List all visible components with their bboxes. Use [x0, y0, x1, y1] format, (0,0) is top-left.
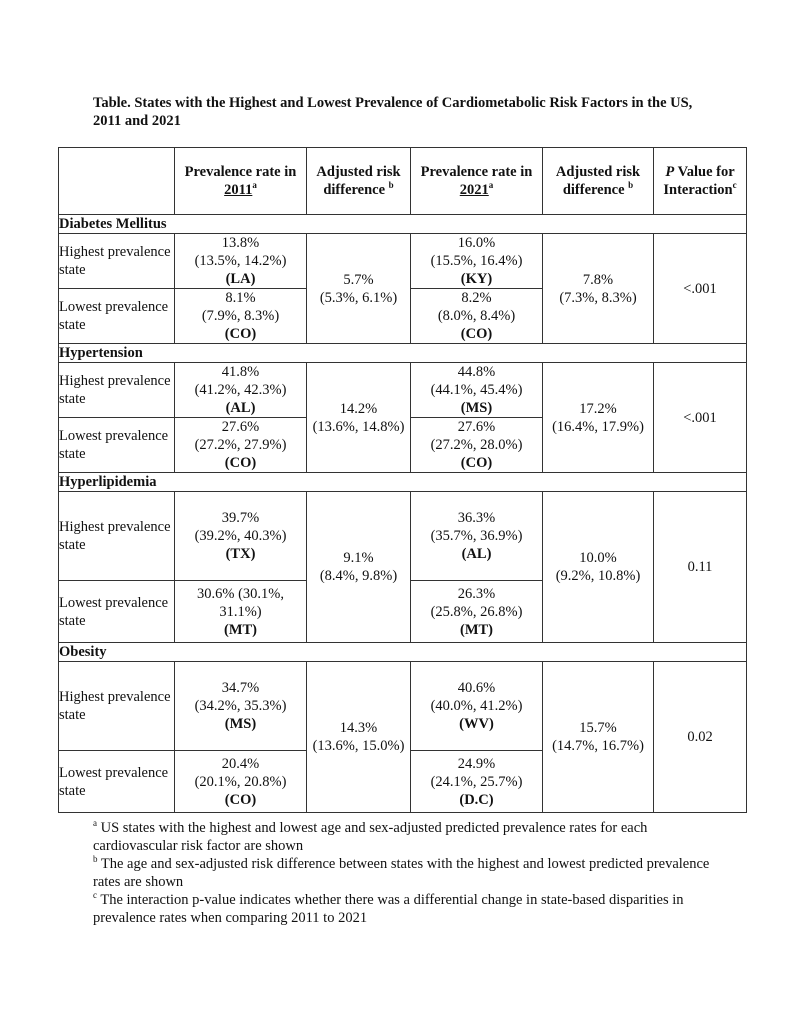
table-row: [59, 492, 747, 581]
cell-low-2011: 8.1% (7.9%, 8.3%) (CO): [175, 289, 307, 344]
footnotes: [93, 819, 723, 927]
cell-p-value: 0.02: [654, 662, 747, 813]
header-risk-diff-2021: Adjusted risk difference $^b$: [543, 148, 654, 215]
cell-diff-2021: 7.8% (7.3%, 8.3%): [543, 234, 654, 344]
section-row: [59, 643, 747, 662]
cell-high-2011: 39.7% (39.2%, 40.3%) (TX): [175, 492, 307, 581]
section-row: [59, 215, 747, 234]
cell-low-2021: 27.6% (27.2%, 28.0%) (CO): [411, 418, 543, 473]
cell-p-value: 0.11: [654, 492, 747, 643]
header-empty: [59, 148, 175, 215]
cell-p-value: <.001: [654, 363, 747, 473]
header-prevalence-2021: Prevalence rate in 2021$^a$: [411, 148, 543, 215]
row-label-highest: Highest prevalence state: [59, 363, 175, 418]
risk-factor-table: [58, 147, 747, 813]
table-row: [59, 662, 747, 751]
cell-low-2021: 8.2% (8.0%, 8.4%) (CO): [411, 289, 543, 344]
header-p-value: P Value for Interaction$^c$: [654, 148, 747, 215]
cell-low-2011: 20.4% (20.1%, 20.8%) (CO): [175, 751, 307, 813]
section-name: Diabetes Mellitus: [59, 215, 747, 234]
table-row: [59, 363, 747, 418]
header-risk-diff-2011: Adjusted risk difference $^b$: [307, 148, 411, 215]
cell-high-2021: 40.6% (40.0%, 41.2%) (WV): [411, 662, 543, 751]
section-name: Obesity: [59, 643, 747, 662]
row-label-highest: Highest prevalence state: [59, 492, 175, 581]
year-2021: 2021: [459, 182, 489, 198]
row-label-highest: Highest prevalence state: [59, 234, 175, 289]
row-label-highest: Highest prevalence state: [59, 662, 175, 751]
cell-diff-2011: 5.7% (5.3%, 6.1%): [307, 234, 411, 344]
table-row: [59, 234, 747, 289]
cell-high-2011: 13.8% (13.5%, 14.2%) (LA): [175, 234, 307, 289]
cell-low-2021: 26.3% (25.8%, 26.8%) (MT): [411, 581, 543, 643]
header-prevalence-2011: Prevalence rate in 2011$^a$: [175, 148, 307, 215]
footnote-c: $^c$ The interaction p-value indicates whether there was a differential change in state-based disparities in prevalence rates when comparing 2011 to 2021: [93, 890, 684, 926]
row-label-lowest: Lowest prevalence state: [59, 418, 175, 473]
cell-diff-2021: 17.2% (16.4%, 17.9%): [543, 363, 654, 473]
table-title: Table. States with the Highest and Lowest Prevalence of Cardiometabolic Risk Factors in the US, 2011 and 2021: [93, 95, 693, 129]
row-label-lowest: Lowest prevalence state: [59, 581, 175, 643]
cell-high-2021: 16.0% (15.5%, 16.4%) (KY): [411, 234, 543, 289]
cell-high-2011: 41.8% (41.2%, 42.3%) (AL): [175, 363, 307, 418]
cell-diff-2021: 15.7% (14.7%, 16.7%): [543, 662, 654, 813]
section-name: Hypertension: [59, 344, 747, 363]
cell-high-2021: 36.3% (35.7%, 36.9%) (AL): [411, 492, 543, 581]
cell-low-2021: 24.9% (24.1%, 25.7%) (D.C): [411, 751, 543, 813]
row-label-lowest: Lowest prevalence state: [59, 289, 175, 344]
row-label-lowest: Lowest prevalence state: [59, 751, 175, 813]
section-name: Hyperlipidemia: [59, 473, 747, 492]
footnote-a: $^a$ US states with the highest and lowest age and sex-adjusted predicted prevalence rates for each cardiovascular risk factor are shown: [93, 818, 648, 854]
cell-diff-2011: 14.2% (13.6%, 14.8%): [307, 363, 411, 473]
cell-diff-2021: 10.0% (9.2%, 10.8%): [543, 492, 654, 643]
cell-diff-2011: 9.1% (8.4%, 9.8%): [307, 492, 411, 643]
cell-low-2011: 30.6% (30.1%, 31.1%) (MT): [175, 581, 307, 643]
footnote-b: $^b$ The age and sex-adjusted risk difference between states with the highest and lowest predicted prevalence rates are shown: [93, 854, 710, 890]
cell-high-2011: 34.7% (34.2%, 35.3%) (MS): [175, 662, 307, 751]
header-row: [59, 148, 747, 215]
year-2011: 2011: [224, 182, 253, 198]
cell-diff-2011: 14.3% (13.6%, 15.0%): [307, 662, 411, 813]
section-row: [59, 473, 747, 492]
section-row: [59, 344, 747, 363]
cell-low-2011: 27.6% (27.2%, 27.9%) (CO): [175, 418, 307, 473]
cell-high-2021: 44.8% (44.1%, 45.4%) (MS): [411, 363, 543, 418]
cell-p-value: <.001: [654, 234, 747, 344]
